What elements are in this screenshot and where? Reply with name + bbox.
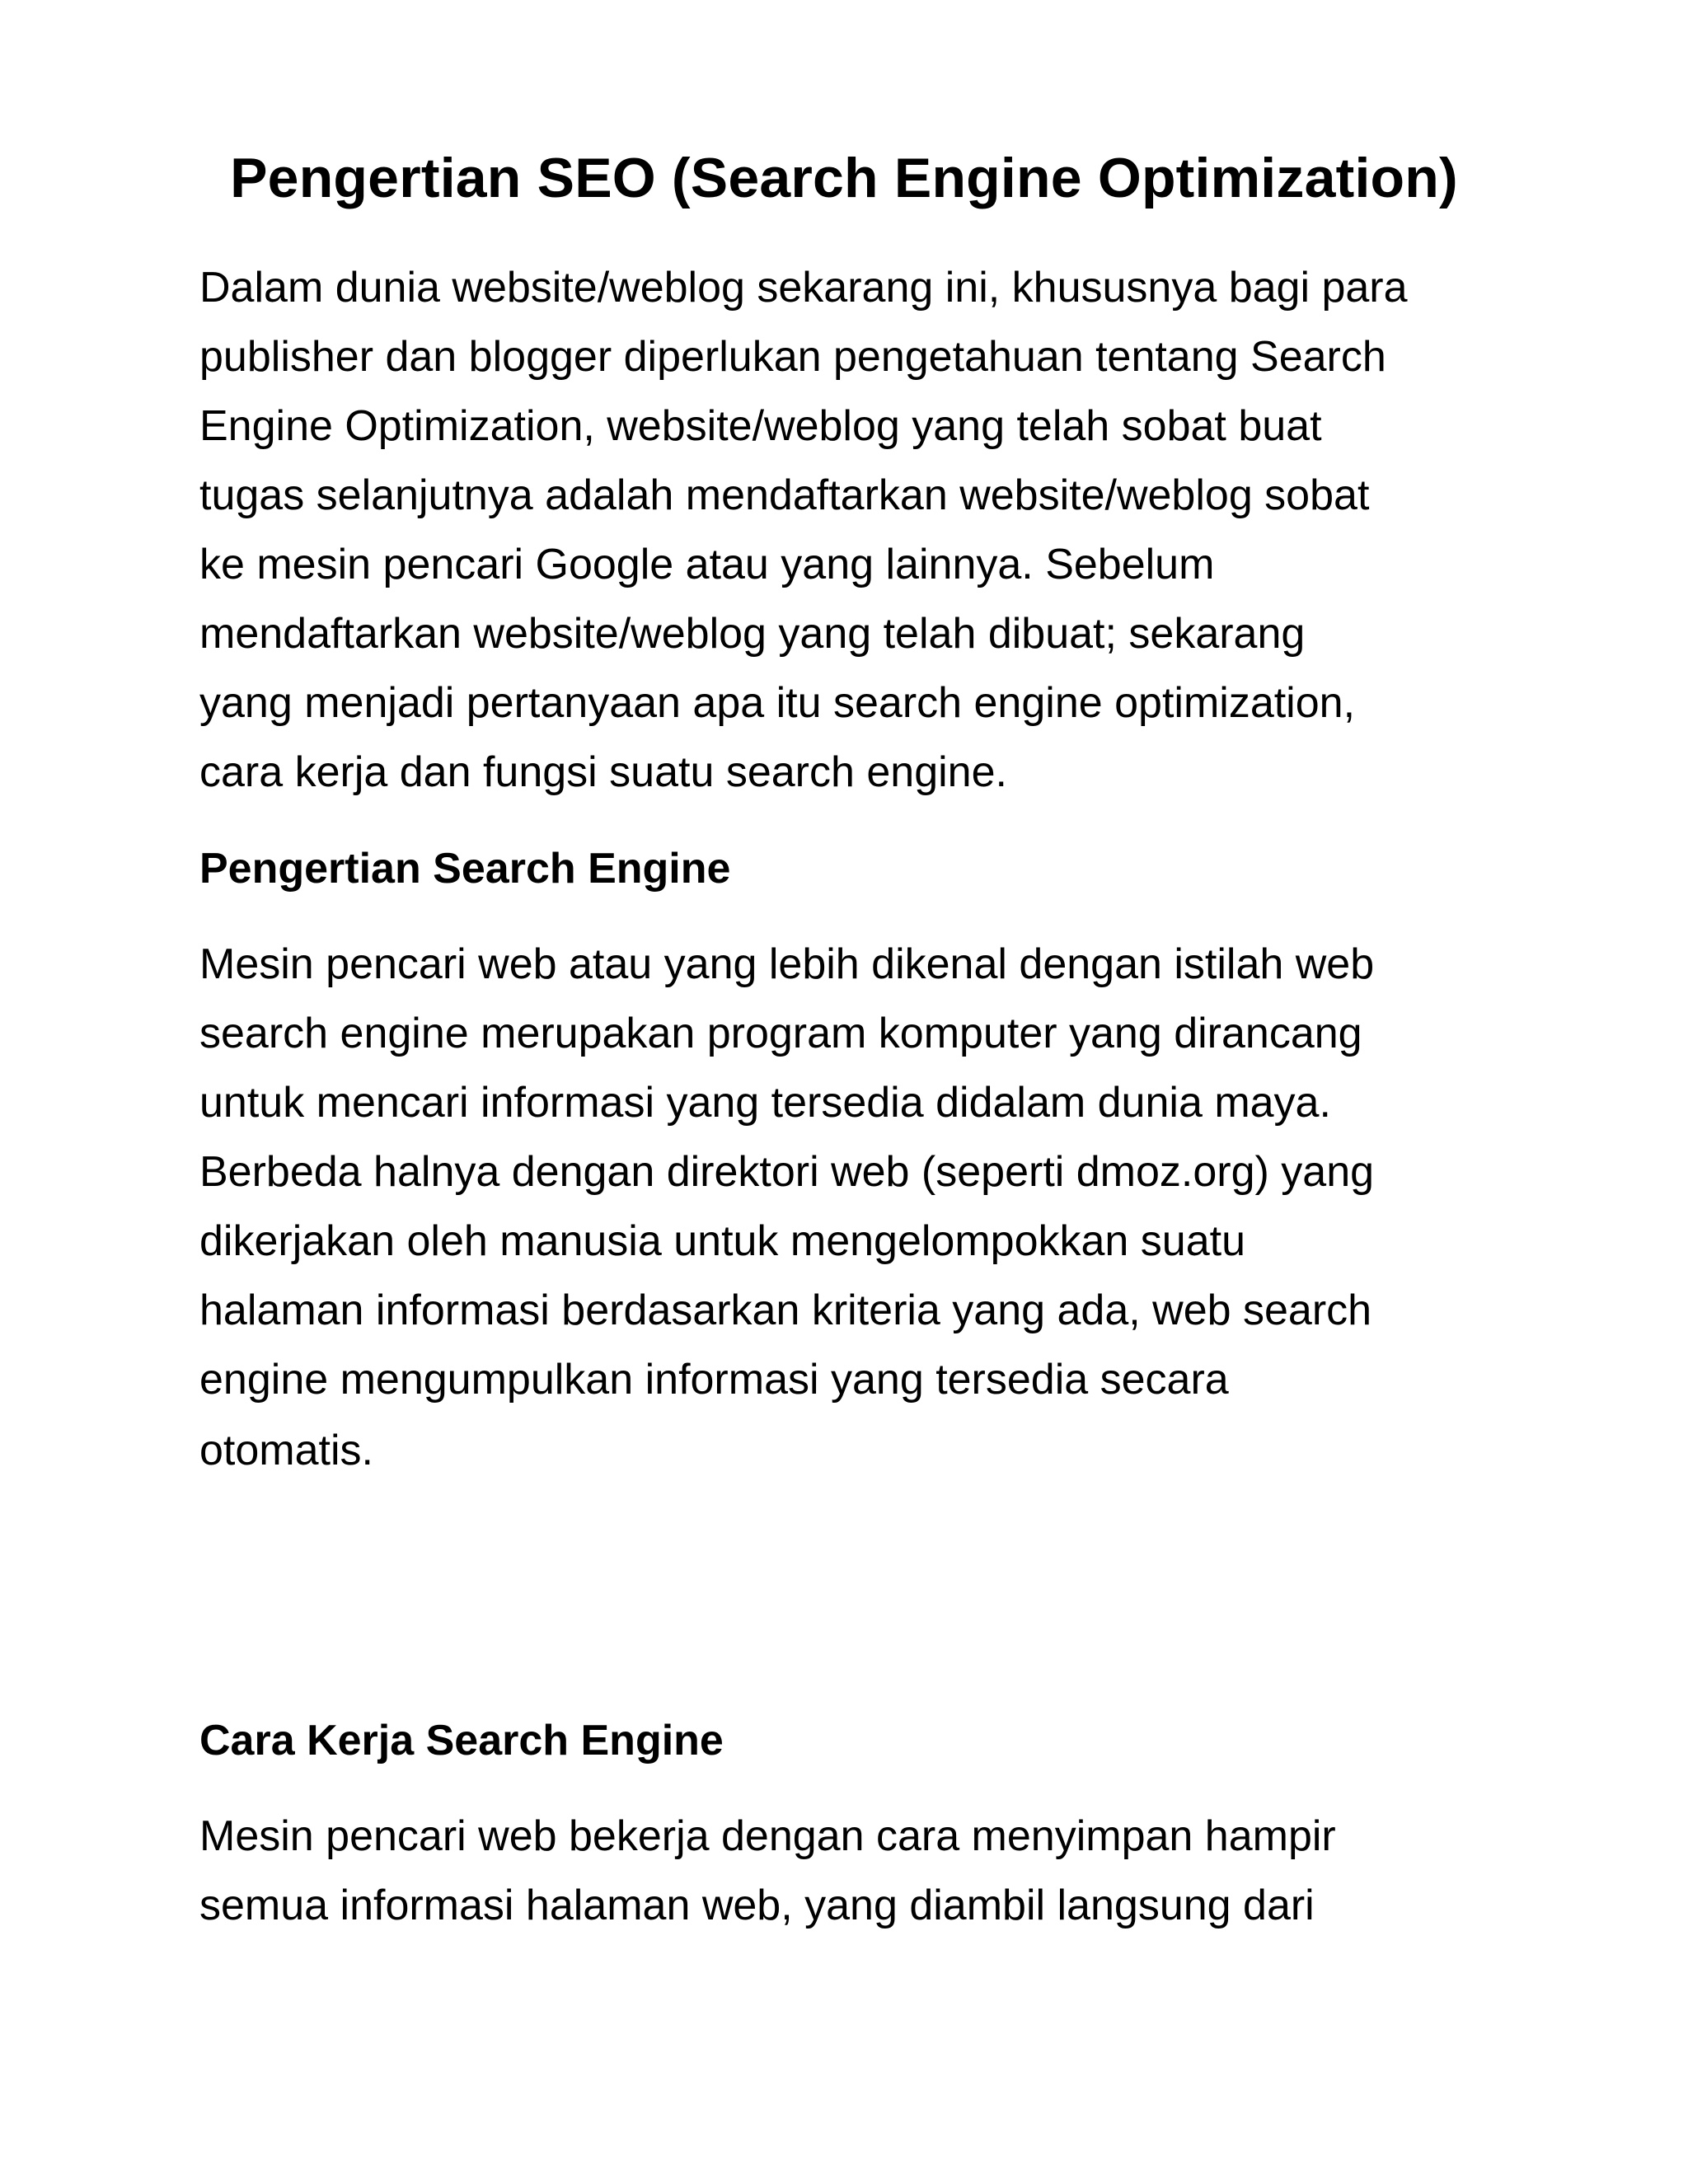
- cara-kerja-paragraph-line: Mesin pencari web bekerja dengan cara menyimpan hampir: [199, 1812, 1336, 1860]
- intro-paragraph-line: Engine Optimization, website/weblog yang telah sobat buat: [199, 402, 1322, 450]
- search-engine-paragraph-line: otomatis.: [199, 1427, 373, 1474]
- search-engine-paragraph-line: engine mengumpulkan informasi yang tersedia secara: [199, 1356, 1229, 1404]
- cara-kerja-paragraph-line: semua informasi halaman web, yang diambil langsung dari: [199, 1882, 1315, 1929]
- page-title: Pengertian SEO (Search Engine Optimization): [230, 147, 1458, 209]
- intro-paragraph-line: Dalam dunia website/weblog sekarang ini, khususnya bagi para: [199, 264, 1408, 312]
- search-engine-paragraph-line: halaman informasi berdasarkan kriteria yang ada, web search: [199, 1286, 1372, 1334]
- intro-paragraph-line: cara kerja dan fungsi suatu search engine.: [199, 748, 1007, 796]
- search-engine-paragraph-line: Mesin pencari web atau yang lebih dikenal dengan istilah web: [199, 940, 1375, 988]
- search-engine-paragraph-line: search engine merupakan program komputer yang dirancang: [199, 1010, 1362, 1057]
- intro-paragraph-line: mendaftarkan website/weblog yang telah dibuat; sekarang: [199, 610, 1306, 658]
- search-engine-paragraph-line: Berbeda halnya dengan direktori web (seperti dmoz.org) yang: [199, 1148, 1375, 1196]
- search-engine-paragraph-line: untuk mencari informasi yang tersedia didalam dunia maya.: [199, 1079, 1331, 1127]
- intro-paragraph-line: tugas selanjutnya adalah mendaftarkan website/weblog sobat: [199, 471, 1370, 519]
- intro-paragraph-line: yang menjadi pertanyaan apa itu search engine optimization,: [199, 679, 1356, 727]
- section-heading-pengertian-search-engine: Pengertian Search Engine: [199, 845, 731, 893]
- search-engine-paragraph-line: dikerjakan oleh manusia untuk mengelompokkan suatu: [199, 1217, 1245, 1265]
- intro-paragraph-line: ke mesin pencari Google atau yang lainnya. Sebelum: [199, 541, 1215, 588]
- intro-paragraph-line: publisher dan blogger diperlukan pengetahuan tentang Search: [199, 333, 1386, 381]
- section-heading-cara-kerja-search-engine: Cara Kerja Search Engine: [199, 1717, 724, 1765]
